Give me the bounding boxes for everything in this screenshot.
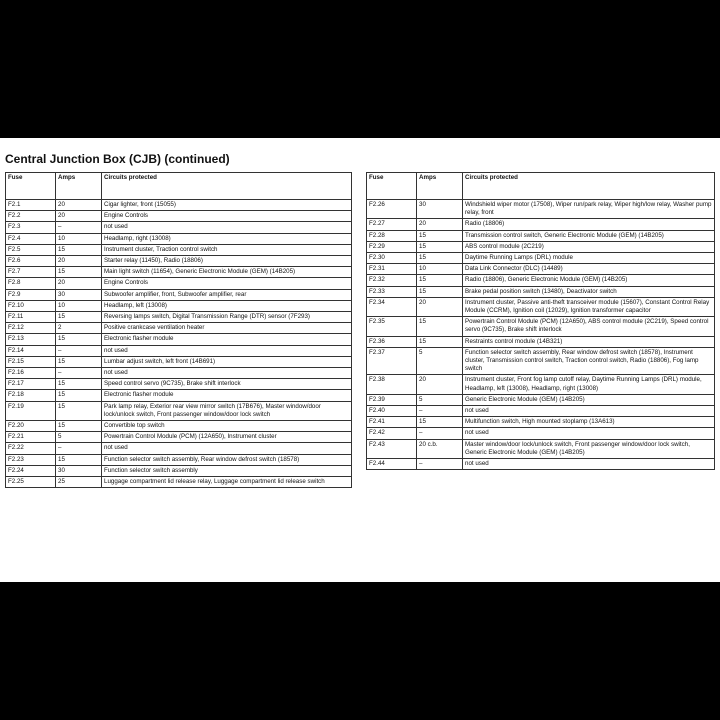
- fuse-cell: F2.23: [6, 454, 56, 465]
- circuit-cell: Multifunction switch, High mounted stoplamp (13A613): [463, 417, 715, 428]
- amps-cell: 15: [56, 379, 102, 390]
- fuse-cell: F2.6: [6, 256, 56, 267]
- circuit-cell: Generic Electronic Module (GEM) (14B205): [463, 394, 715, 405]
- circuit-cell: Function selector switch assembly, Rear window defrost switch (18578), Instrument cluster, Transmission control switch, Traction control switch, Radio (18806), Fog lamp switch: [463, 347, 715, 375]
- fuse-cell: F2.16: [6, 368, 56, 379]
- amps-cell: 15: [417, 317, 463, 336]
- amps-cell: –: [56, 222, 102, 233]
- table-row: [367, 406, 715, 417]
- table-row: [6, 368, 352, 379]
- table-row: [6, 401, 352, 420]
- circuit-cell: Instrument cluster, Passive anti-theft transceiver module (15607), Constant Control Relay Module (CCRM), Ignition coil (12029), Ignition transformer capacitor: [463, 297, 715, 316]
- fuse-cell: F2.25: [6, 477, 56, 488]
- document-page: [0, 138, 720, 582]
- circuit-cell: Convertible top switch: [102, 421, 352, 432]
- table-row: [6, 465, 352, 476]
- circuit-cell: not used: [463, 459, 715, 470]
- amps-cell: 20: [56, 211, 102, 222]
- table-row: [367, 317, 715, 336]
- circuit-cell: Main light switch (11654), Generic Electronic Module (GEM) (14B205): [102, 267, 352, 278]
- amps-cell: 20 c.b.: [417, 439, 463, 458]
- circuit-cell: Park lamp relay, Exterior rear view mirror switch (17B676), Master window/door lock/unlock switch, Front passenger window/door lock switch: [102, 401, 352, 420]
- circuit-cell: Powertrain Control Module (PCM) (12A650), ABS control module (2C219), Speed control servo (9C735), Brake shift interlock: [463, 317, 715, 336]
- table-row: [6, 312, 352, 323]
- fuse-cell: F2.8: [6, 278, 56, 289]
- circuit-cell: Subwoofer amplifier, front, Subwoofer amplifier, rear: [102, 289, 352, 300]
- amps-cell: 15: [56, 390, 102, 401]
- table-row: [367, 428, 715, 439]
- circuit-cell: not used: [102, 222, 352, 233]
- table-row: [6, 256, 352, 267]
- table-row: [6, 222, 352, 233]
- circuit-cell: Headlamp, left (13008): [102, 300, 352, 311]
- fuse-cell: F2.2: [6, 211, 56, 222]
- amps-cell: 10: [56, 233, 102, 244]
- fuse-cell: F2.43: [367, 439, 417, 458]
- circuit-cell: ABS control module (2C219): [463, 241, 715, 252]
- amps-cell: –: [417, 428, 463, 439]
- fuse-cell: F2.1: [6, 200, 56, 211]
- amps-cell: 20: [56, 256, 102, 267]
- circuit-cell: Powertrain Control Module (PCM) (12A650), Instrument cluster: [102, 432, 352, 443]
- circuit-cell: Speed control servo (9C735), Brake shift interlock: [102, 379, 352, 390]
- amps-cell: 25: [56, 477, 102, 488]
- fuse-cell: F2.12: [6, 323, 56, 334]
- fuse-cell: F2.28: [367, 230, 417, 241]
- amps-cell: 30: [56, 465, 102, 476]
- amps-cell: 15: [417, 230, 463, 241]
- amps-cell: 2: [56, 323, 102, 334]
- table-row: [367, 200, 715, 219]
- table-row: [367, 417, 715, 428]
- circuit-cell: Headlamp, right (13008): [102, 233, 352, 244]
- fuse-cell: F2.20: [6, 421, 56, 432]
- fuse-cell: F2.14: [6, 345, 56, 356]
- amps-cell: 15: [56, 401, 102, 420]
- fuse-table-right: [366, 172, 715, 470]
- table-header-row: [6, 173, 352, 200]
- amps-cell: 15: [417, 275, 463, 286]
- circuit-cell: Restraints control module (14B321): [463, 336, 715, 347]
- table-row: [367, 253, 715, 264]
- circuit-cell: Positive crankcase ventilation heater: [102, 323, 352, 334]
- fuse-cell: F2.19: [6, 401, 56, 420]
- circuit-cell: Luggage compartment lid release relay, Luggage compartment lid release switch: [102, 477, 352, 488]
- circuit-cell: not used: [463, 428, 715, 439]
- fuse-cell: F2.29: [367, 241, 417, 252]
- fuse-cell: F2.31: [367, 264, 417, 275]
- amps-cell: –: [417, 459, 463, 470]
- circuit-cell: Data Link Connector (DLC) (14489): [463, 264, 715, 275]
- fuse-cell: F2.26: [367, 200, 417, 219]
- circuit-cell: Instrument cluster, Front fog lamp cutoff relay, Daytime Running Lamps (DRL) module, Headlamp, left (13008), Headlamp, right (13008): [463, 375, 715, 394]
- amps-cell: 20: [417, 375, 463, 394]
- table-row: [367, 375, 715, 394]
- amps-cell: 15: [417, 241, 463, 252]
- table-row: [367, 241, 715, 252]
- fuse-cell: F2.27: [367, 219, 417, 230]
- fuse-cell: F2.15: [6, 356, 56, 367]
- amps-cell: –: [56, 345, 102, 356]
- fuse-cell: F2.30: [367, 253, 417, 264]
- circuit-cell: Radio (18806), Generic Electronic Module (GEM) (14B205): [463, 275, 715, 286]
- table-row: [6, 390, 352, 401]
- amps-cell: 5: [56, 432, 102, 443]
- fuse-cell: F2.39: [367, 394, 417, 405]
- circuit-cell: not used: [102, 443, 352, 454]
- column-header-amps: Amps: [417, 173, 463, 200]
- table-row: [6, 454, 352, 465]
- table-row: [367, 439, 715, 458]
- amps-cell: 15: [56, 312, 102, 323]
- fuse-cell: F2.4: [6, 233, 56, 244]
- fuse-cell: F2.17: [6, 379, 56, 390]
- fuse-cell: F2.3: [6, 222, 56, 233]
- table-row: [6, 323, 352, 334]
- fuse-cell: F2.11: [6, 312, 56, 323]
- fuse-cell: F2.22: [6, 443, 56, 454]
- fuse-cell: F2.21: [6, 432, 56, 443]
- table-row: [367, 219, 715, 230]
- amps-cell: 15: [56, 267, 102, 278]
- circuit-cell: Brake pedal position switch (13480), Deactivator switch: [463, 286, 715, 297]
- fuse-cell: F2.42: [367, 428, 417, 439]
- table-header-row: [367, 173, 715, 200]
- fuse-cell: F2.38: [367, 375, 417, 394]
- amps-cell: –: [56, 443, 102, 454]
- amps-cell: 15: [56, 421, 102, 432]
- circuit-cell: Windshield wiper motor (17508), Wiper run/park relay, Wiper high/low relay, Washer pump relay, front: [463, 200, 715, 219]
- fuse-cell: F2.7: [6, 267, 56, 278]
- column-header-amps: Amps: [56, 173, 102, 200]
- table-row: [367, 264, 715, 275]
- table-row: [6, 345, 352, 356]
- table-row: [6, 443, 352, 454]
- table-row: [6, 477, 352, 488]
- table-row: [367, 459, 715, 470]
- fuse-table-left: [5, 172, 352, 488]
- table-row: [6, 289, 352, 300]
- fuse-cell: F2.24: [6, 465, 56, 476]
- amps-cell: 15: [56, 244, 102, 255]
- fuse-cell: F2.36: [367, 336, 417, 347]
- circuit-cell: Radio (18806): [463, 219, 715, 230]
- amps-cell: 5: [417, 394, 463, 405]
- fuse-cell: F2.34: [367, 297, 417, 316]
- table-row: [6, 278, 352, 289]
- amps-cell: 15: [417, 286, 463, 297]
- fuse-cell: F2.44: [367, 459, 417, 470]
- table-row: [367, 275, 715, 286]
- circuit-cell: Electronic flasher module: [102, 390, 352, 401]
- amps-cell: 20: [417, 219, 463, 230]
- amps-cell: –: [56, 368, 102, 379]
- page-title: Central Junction Box (CJB) (continued): [5, 152, 230, 166]
- fuse-cell: F2.13: [6, 334, 56, 345]
- table-row: [6, 211, 352, 222]
- fuse-cell: F2.18: [6, 390, 56, 401]
- amps-cell: 15: [417, 417, 463, 428]
- amps-cell: 15: [56, 334, 102, 345]
- amps-cell: 30: [417, 200, 463, 219]
- circuit-cell: Lumbar adjust switch, left front (14B691): [102, 356, 352, 367]
- amps-cell: –: [417, 406, 463, 417]
- table-row: [6, 334, 352, 345]
- fuse-cell: F2.9: [6, 289, 56, 300]
- amps-cell: 5: [417, 347, 463, 375]
- fuse-cell: F2.40: [367, 406, 417, 417]
- column-header-circuits: Circuits protected: [102, 173, 352, 200]
- table-row: [6, 432, 352, 443]
- amps-cell: 20: [417, 297, 463, 316]
- fuse-cell: F2.37: [367, 347, 417, 375]
- table-row: [367, 336, 715, 347]
- fuse-cell: F2.5: [6, 244, 56, 255]
- circuit-cell: Reversing lamps switch, Digital Transmission Range (DTR) sensor (7F293): [102, 312, 352, 323]
- amps-cell: 10: [417, 264, 463, 275]
- amps-cell: 15: [417, 253, 463, 264]
- circuit-cell: Function selector switch assembly: [102, 465, 352, 476]
- circuit-cell: Instrument cluster, Traction control switch: [102, 244, 352, 255]
- circuit-cell: not used: [102, 368, 352, 379]
- table-row: [6, 300, 352, 311]
- circuit-cell: Transmission control switch, Generic Electronic Module (GEM) (14B205): [463, 230, 715, 241]
- column-header-circuits: Circuits protected: [463, 173, 715, 200]
- fuse-cell: F2.35: [367, 317, 417, 336]
- table-row: [6, 244, 352, 255]
- amps-cell: 15: [417, 336, 463, 347]
- amps-cell: 10: [56, 300, 102, 311]
- circuit-cell: Starter relay (11450), Radio (18806): [102, 256, 352, 267]
- amps-cell: 30: [56, 289, 102, 300]
- amps-cell: 15: [56, 454, 102, 465]
- fuse-cell: F2.41: [367, 417, 417, 428]
- fuse-cell: F2.33: [367, 286, 417, 297]
- table-row: [367, 286, 715, 297]
- circuit-cell: Function selector switch assembly, Rear window defrost switch (18578): [102, 454, 352, 465]
- amps-cell: 20: [56, 278, 102, 289]
- table-row: [6, 233, 352, 244]
- fuse-cell: F2.32: [367, 275, 417, 286]
- table-row: [367, 347, 715, 375]
- amps-cell: 15: [56, 356, 102, 367]
- circuit-cell: Engine Controls: [102, 278, 352, 289]
- table-row: [6, 356, 352, 367]
- circuit-cell: Daytime Running Lamps (DRL) module: [463, 253, 715, 264]
- table-row: [367, 394, 715, 405]
- table-row: [6, 200, 352, 211]
- circuit-cell: Cigar lighter, front (15055): [102, 200, 352, 211]
- circuit-cell: Master window/door lock/unlock switch, Front passenger window/door lock switch, Generic Electronic Module (GEM) (14B205): [463, 439, 715, 458]
- table-row: [6, 267, 352, 278]
- circuit-cell: not used: [102, 345, 352, 356]
- table-row: [6, 379, 352, 390]
- amps-cell: 20: [56, 200, 102, 211]
- column-header-fuse: Fuse: [6, 173, 56, 200]
- fuse-cell: F2.10: [6, 300, 56, 311]
- column-header-fuse: Fuse: [367, 173, 417, 200]
- circuit-cell: not used: [463, 406, 715, 417]
- table-row: [367, 230, 715, 241]
- circuit-cell: Engine Controls: [102, 211, 352, 222]
- circuit-cell: Electronic flasher module: [102, 334, 352, 345]
- table-row: [367, 297, 715, 316]
- table-row: [6, 421, 352, 432]
